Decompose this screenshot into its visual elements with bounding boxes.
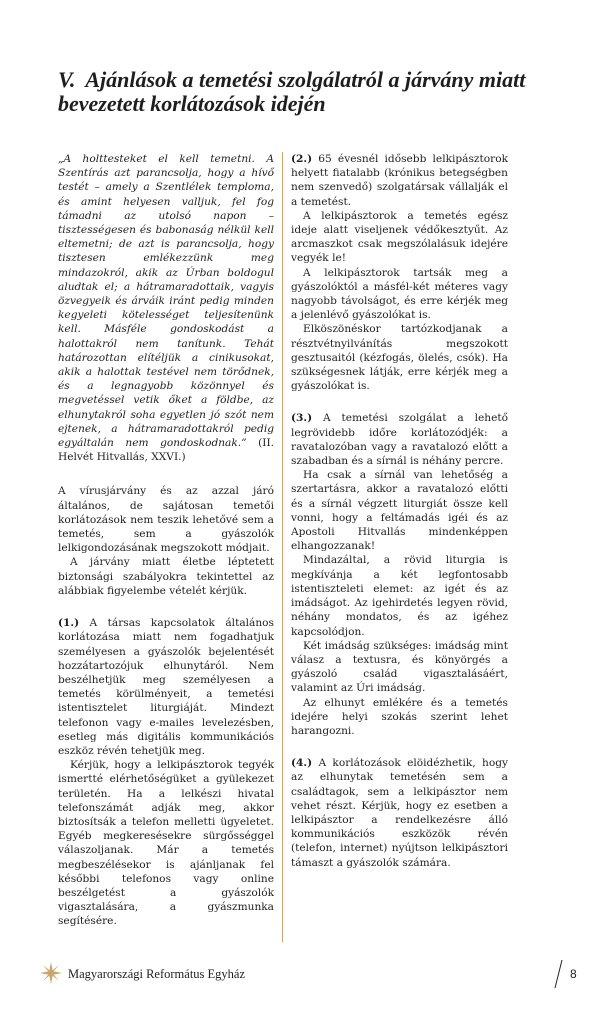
chapter-number: V. bbox=[58, 67, 76, 92]
sun-star-logo-icon bbox=[40, 962, 62, 984]
section-paragraph: Mindazáltal, a rövid liturgia is megkívánja a két legfontosabb istentiszteleti elemet: az igét és az imádságot. Az igehirdetés legyen rövid, néhány mondatos, és az igéhez kapcsolódjon. bbox=[291, 554, 508, 638]
section-number: (4.) bbox=[291, 757, 313, 770]
left-column bbox=[58, 152, 274, 929]
section-1 bbox=[58, 616, 274, 928]
section-2 bbox=[291, 152, 508, 393]
chapter-title: Ajánlások a temetési szolgálatról a járvány miatt bevezetett korlátozások idején bbox=[58, 67, 526, 116]
column-divider bbox=[282, 152, 283, 942]
section-paragraph: Elköszönéskor tartózkodjanak a résztvétnyilvánítás megszokott gesztusaitól (kézfogás, ölelés, csók). Ha szükségesnek látják, erre kérjék meg a gyászolókat is. bbox=[291, 323, 508, 393]
right-column bbox=[291, 152, 508, 870]
intro-paragraph-2: A járvány miatt életbe léptetett biztonsági szabályokra tekintettel az alábbiak figyelembe vételét kérjük. bbox=[58, 556, 274, 597]
section-paragraph: Kérjük, hogy a lelkipásztorok tegyék ismertté elérhetőségüket a gyülekezet területén. Ha a lelkészi hivatal telefonszámát adják meg, akkor biztosítsák a telefon melletti ügyeletet. Egyéb megkeresésekre sürgősséggel válaszoljanak. Már a temetés megbeszélésekor is ajánljanak fel későbbi telefonos vagy online beszélgetést a gyászolók vigasztalására, a gyászmunka segítésére. bbox=[58, 759, 274, 928]
section-number: (3.) bbox=[291, 412, 313, 425]
page-title bbox=[58, 68, 538, 116]
quote-text: „A holttesteket el kell temetni. A Szentírás azt parancsolja, hogy a hívő testét – amely a Szentlélek temploma, és amint helyesen valljuk, fel fog támadni az utolsó napon – tisztességesen és babonaság nélkül kell eltemetni; de azt is parancsolja, hogy tisztesen emlékezzünk meg mindazokról, akik az Úrban boldogul aludtak el; a hátramaradottaik, vagyis özvegyeik és árváik iránt pedig minden kegyeleti kötelességet teljesítenünk kell. Másféle gondoskodást a halottakról nem tanítunk. Tehát határozottan elítéljük a cinikusokat, akik a halottak testével nem törődnek, és a legnagyobb közönnyel és megvetéssel vetik őket a földbe, az elhunytakról soha egyetlen jó szót nem ejtenek, a hátramaradottakról pedig egyáltalán nem gondoskodnak.” bbox=[58, 153, 274, 450]
section-paragraph: 65 évesnél idősebb lelkipásztorok helyett fiatalabb (krónikus betegségben nem szenvedő) szolgatársak vállalják el a temetést. bbox=[291, 153, 508, 208]
section-4 bbox=[291, 756, 508, 870]
page-footer bbox=[40, 960, 577, 990]
footer-separator bbox=[555, 960, 563, 988]
section-3 bbox=[291, 411, 508, 738]
quote-reference: (II. Helvét Hitvallás, XXVI.) bbox=[58, 437, 274, 464]
quote-block bbox=[58, 152, 274, 464]
section-paragraph: A korlátozások elöidézhetik, hogy az elhunytak temetésén sem a családtagok, sem a lelkipásztor nem vehet részt. Kérjük, hogy ez esetben a lelkipásztor a rendelkezésre álló kommunikációs eszközök révén (telefon, internet) nyújtson lelkipásztori támaszt a gyászolók számára. bbox=[291, 757, 508, 869]
section-paragraph: A társas kapcsolatok általános korlátozása miatt nem fogadhatjuk személyesen a gyászolók bejelentését hozzátartozójuk elhunytáról. Nem beszélhetjük meg személyesen a temetés körülményeit, a temetési istentisztelet liturgiáját. Mindezt telefonon vagy e-mailes levelezésben, esetleg más digitális kommunikációs eszköz révén tehetjük meg. bbox=[58, 617, 274, 757]
section-paragraph: Ha csak a sírnál van lehetőség a szertartásra, akkor a ravatalozó előtti és a sírnál végzett liturgiát össze kell vonni, hogy a feltámadás igéi és az Apostoli Hitvallás mindenképpen elhangozzanak! bbox=[291, 469, 508, 553]
section-paragraph: A lelkipásztorok tartsák meg a gyászolóktól a másfél-két méteres vagy nagyobb távolságot, és erre kérjék meg a jelenlévő gyászolókat is. bbox=[291, 266, 508, 322]
intro-paragraph-1: A vírusjárvány és az azzal járó általános, de sajátosan temetői korlátozások nem teszik lehetővé sem a temetés, sem a gyászolók lelkigondozásának megszokott módjait. bbox=[58, 485, 274, 555]
section-paragraph: Az elhunyt emlékére és a temetés idejére helyi szokás szerint lehet harangozni. bbox=[291, 696, 508, 737]
section-paragraph: A lelkipásztorok a temetés egész ideje alatt viseljenek védőkesztyűt. Az arcmaszkot csak megszólalásuk idejére vegyék le! bbox=[291, 209, 508, 265]
page-number: 8 bbox=[570, 967, 577, 981]
organization-name: Magyarországi Református Egyház bbox=[68, 967, 246, 981]
section-number: (2.) bbox=[291, 153, 313, 165]
section-number: (1.) bbox=[58, 617, 80, 630]
section-paragraph: A temetési szolgálat a lehető legrövidebb időre korlátozódjék: a ravatalozóban vagy a ravatalozó előtt a szabadban és a sírnál is néhány percre. bbox=[291, 412, 508, 468]
section-paragraph: Két imádság szükséges: imádság mint válasz a textusra, és könyörgés a gyászoló család vigasztalásáért, valamint az Úri imádság. bbox=[291, 639, 508, 695]
